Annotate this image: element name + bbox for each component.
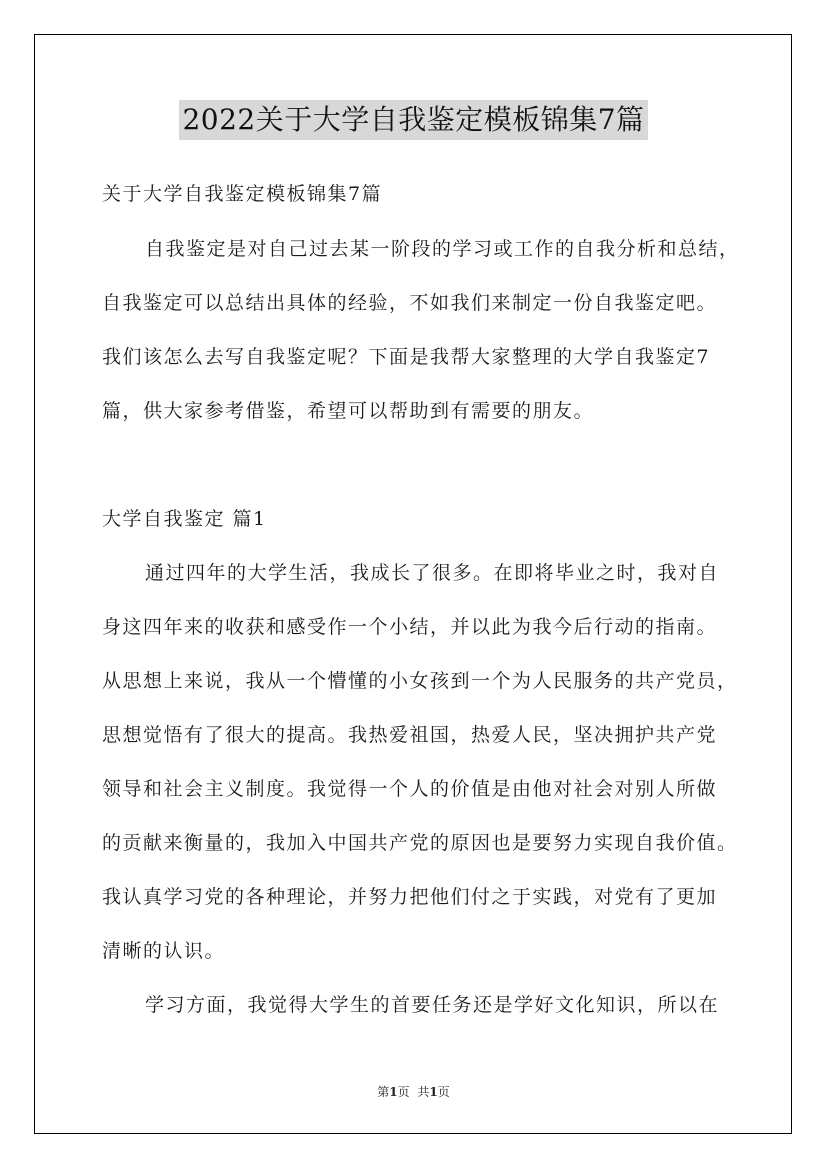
footer-page-suffix: 页 — [397, 1085, 410, 1099]
paragraph-line-study: 学习方面，我觉得大学生的首要任务还是学好文化知识，所以在 — [145, 994, 720, 1016]
section-line-5: 领导和社会主义制度。我觉得一个人的价值是由他对社会对别人所做 — [102, 778, 718, 800]
intro-line-4: 篇，供大家参考借鉴，希望可以帮助到有需要的朋友。 — [102, 400, 595, 422]
document-title: 2022关于大学自我鉴定模板锦集7篇 — [179, 100, 647, 140]
section-line-4: 思想觉悟有了很大的提高。我热爱祖国，热爱人民，坚决拥护共产党 — [102, 724, 718, 746]
section-line-1: 通过四年的大学生活，我成长了很多。在即将毕业之时，我对自 — [145, 562, 720, 584]
section-line-7: 我认真学习党的各种理论，并努力把他们付之于实践，对党有了更加 — [102, 886, 718, 908]
footer-page-total: 1 — [429, 1085, 438, 1099]
section-line-3: 从思想上来说，我从一个懵懂的小女孩到一个为人民服务的共产党员， — [102, 670, 738, 692]
footer-page-current: 1 — [389, 1085, 398, 1099]
footer-page-prefix: 第 — [377, 1085, 390, 1099]
page-footer — [0, 1084, 827, 1100]
footer-total-prefix: 共 — [417, 1085, 430, 1099]
intro-line-1: 自我鉴定是对自己过去某一阶段的学习或工作的自我分析和总结， — [145, 238, 740, 260]
title-container — [0, 100, 827, 140]
section-line-8: 清晰的认识。 — [102, 940, 226, 962]
section-line-6: 的贡献来衡量的，我加入中国共产党的原因也是要努力实现自我价值。 — [102, 832, 738, 854]
section-heading: 大学自我鉴定 篇1 — [102, 508, 267, 530]
intro-line-3: 我们该怎么去写自我鉴定呢？下面是我帮大家整理的大学自我鉴定7 — [102, 346, 711, 368]
section-line-2: 身这四年来的收获和感受作一个小结，并以此为我今后行动的指南。 — [102, 616, 718, 638]
document-subtitle: 关于大学自我鉴定模板锦集7篇 — [102, 183, 383, 205]
intro-line-2: 自我鉴定可以总结出具体的经验，不如我们来制定一份自我鉴定吧。 — [102, 292, 718, 314]
footer-total-suffix: 页 — [437, 1085, 450, 1099]
